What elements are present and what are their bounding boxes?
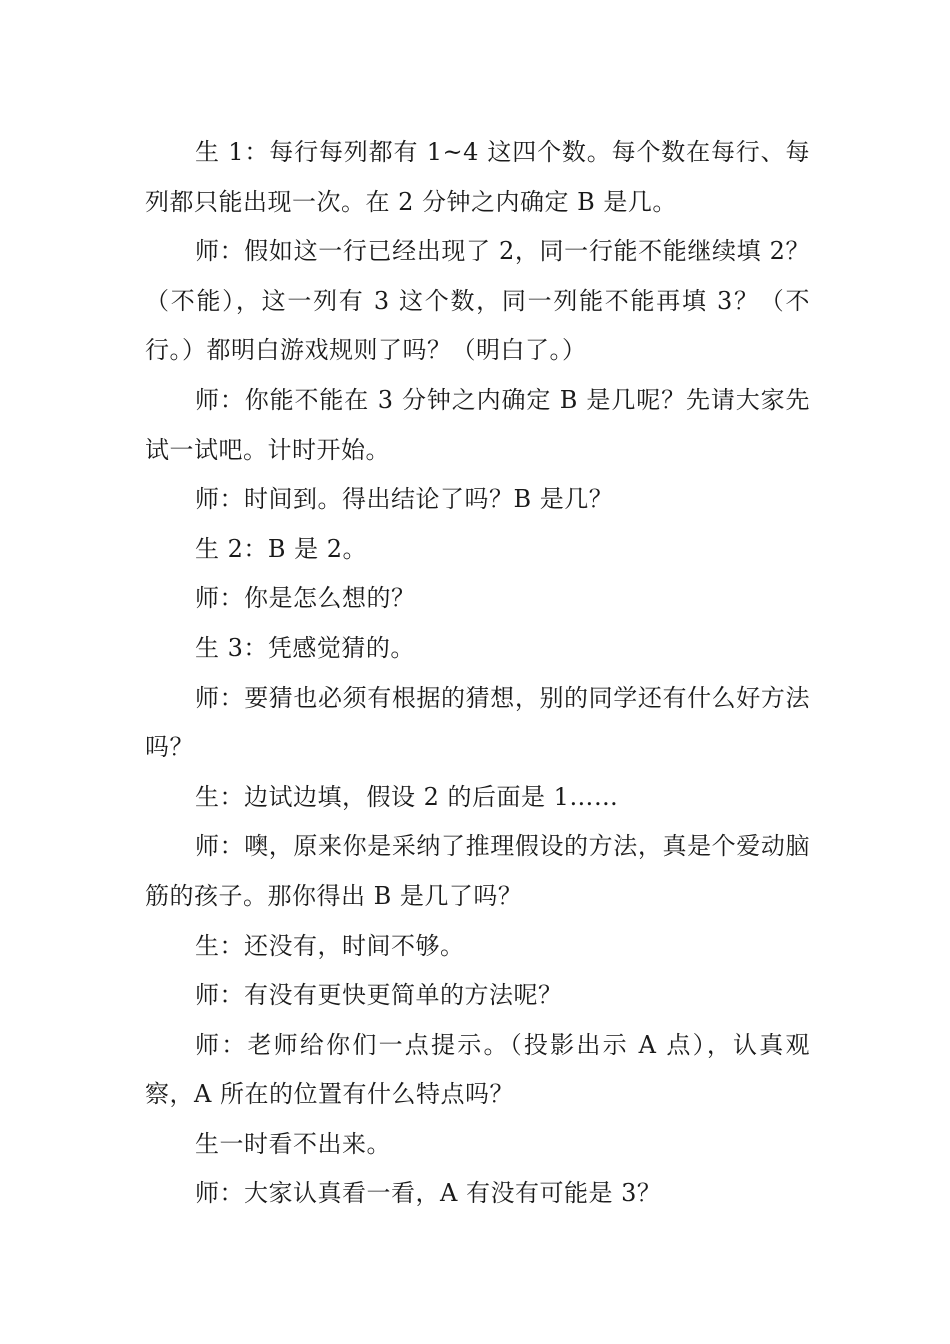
paragraph: 生一时看不出来。: [195, 1129, 391, 1158]
paragraph: 生：边试边填，假设 2 的后面是 1……: [195, 782, 619, 811]
paragraph: 师：有没有更快更简单的方法呢？: [195, 981, 563, 1010]
paragraph: 师：时间到。得出结论了吗？B 是几？: [195, 485, 614, 514]
paragraph: 生 2：B 是 2。: [195, 534, 368, 563]
paragraph: 生：还没有，时间不够。: [195, 931, 465, 960]
document-page: [145, 128, 810, 1219]
paragraph: 师：大家认真看一看，A 有没有可能是 3？: [195, 1179, 662, 1208]
paragraph: 师：假如这一行已经出现了 2，同一行能不能继续填 2？（不能），这一列有 3 这个数，同一列能不能再填 3？（不行。）都明白游戏规则了吗？（明白了。）: [145, 237, 810, 365]
paragraph: 师：老师给你们一点提示。（投影出示 A 点），认真观察，A 所在的位置有什么特点吗？: [145, 1030, 810, 1109]
paragraph: 师：噢，原来你是采纳了推理假设的方法，真是个爱动脑筋的孩子。那你得出 B 是几了吗？: [145, 832, 810, 910]
paragraph: 师：你能不能在 3 分钟之内确定 B 是几呢？先请大家先试一试吧。计时开始。: [145, 385, 810, 464]
paragraph: 生 1：每行每列都有 1~4 这四个数。每个数在每行、每列都只能出现一次。在 2 分钟之内确定 B 是几。: [145, 138, 810, 216]
paragraph: 生 3：凭感觉猜的。: [195, 633, 415, 662]
paragraph: 师：你是怎么想的？: [195, 584, 416, 613]
paragraph: 师：要猜也必须有根据的猜想，别的同学还有什么好方法吗？: [145, 683, 810, 762]
